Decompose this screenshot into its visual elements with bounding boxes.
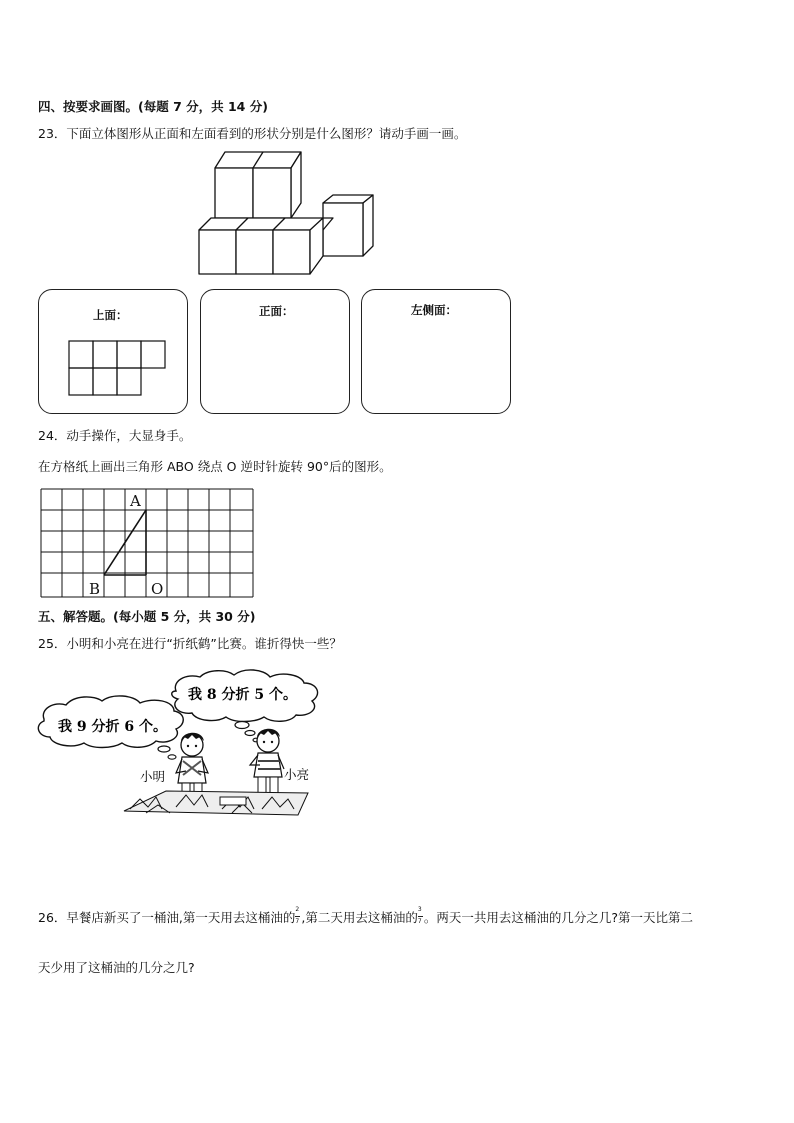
question-26-part-3: 。两天一共用去这桶油的几分之几?第一天比第二 xyxy=(423,910,694,925)
cube-solid-figure xyxy=(195,148,380,278)
question-26-line-1 xyxy=(38,905,694,927)
fraction-two-sevenths xyxy=(295,905,301,927)
point-o-label: O xyxy=(151,580,164,598)
paper-crane-illustration xyxy=(36,665,336,825)
top-view-grid xyxy=(68,340,168,398)
fraction-three-sevenths xyxy=(417,905,424,927)
front-view-panel xyxy=(200,289,350,414)
fraction-1-denominator: 7 xyxy=(295,917,300,925)
section-5-heading: 五、解答题。(每小题 5 分，共 30 分) xyxy=(38,609,256,624)
top-view-panel xyxy=(38,289,188,414)
section-4-heading: 四、按要求画图。(每题 7 分，共 14 分) xyxy=(38,99,268,114)
left-view-panel xyxy=(361,289,511,414)
xiaoliang-bubble-text: 我 8 分折 5 个。 xyxy=(188,687,297,703)
question-25-text: 25．小明和小亮在进行“折纸鹤”比赛。谁折得快一些？ xyxy=(38,636,342,651)
rotation-grid xyxy=(40,488,256,600)
fraction-1-numerator: 2 xyxy=(295,905,300,913)
point-b-label: B xyxy=(89,580,101,598)
xiaoming-bubble-text: 我 9 分折 6 个。 xyxy=(58,719,167,735)
left-view-label: 左侧面： xyxy=(411,303,457,317)
xiaoming-figure xyxy=(176,733,208,793)
question-26-part-1: 26．早餐店新买了一桶油,第一天用去这桶油的 xyxy=(38,910,296,925)
point-a-label: A xyxy=(130,492,141,510)
question-24-title: 24．动手操作，大显身手。 xyxy=(38,428,192,443)
question-26-line-2: 天少用了这桶油的几分之几? xyxy=(38,960,195,975)
fraction-2-numerator: 3 xyxy=(417,905,422,913)
front-view-label: 正面： xyxy=(259,304,294,318)
question-26-part-2: ,第二天用去这桶油的 xyxy=(301,910,418,925)
question-23-text: 23．下面立体图形从正面和左面看到的形状分别是什么图形？请动手画一画。 xyxy=(38,126,467,141)
xiaoliang-name: 小亮 xyxy=(284,767,310,782)
xiaoming-name: 小明 xyxy=(140,769,166,784)
top-view-label: 上面： xyxy=(93,308,128,322)
fraction-2-denominator: 7 xyxy=(417,917,422,925)
ground-paper-cranes xyxy=(124,791,308,815)
question-24-instruction: 在方格纸上画出三角形 ABO 绕点 O 逆时针旋转 90°后的图形。 xyxy=(38,459,392,474)
